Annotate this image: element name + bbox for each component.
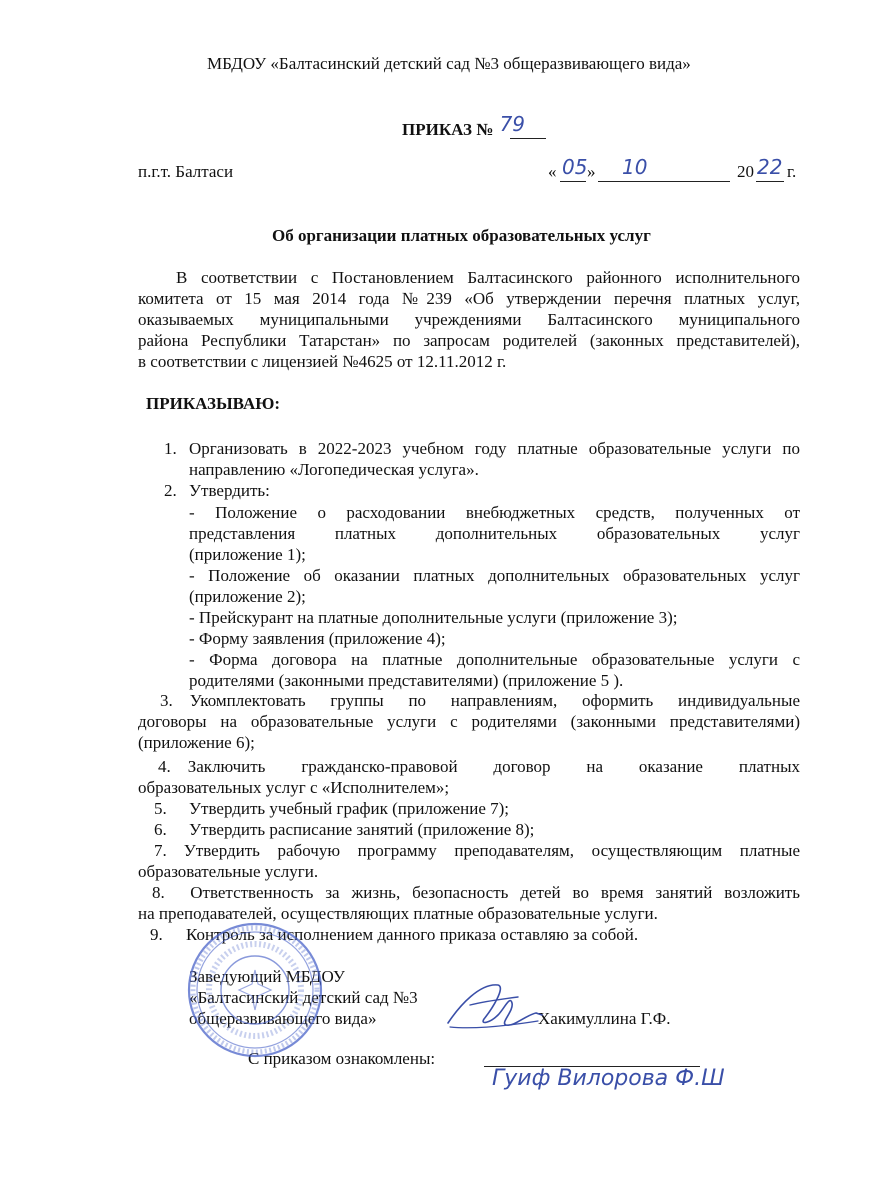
item-3-number: 3. — [160, 691, 173, 710]
sub-item-line: - Форму заявления (приложение 4); — [189, 629, 446, 648]
item-8 — [138, 882, 800, 924]
sub-item-line: (приложение 2); — [189, 587, 306, 606]
date-day-underline — [560, 181, 586, 182]
preamble-line: в соответствии с лицензией №4625 от 12.11.2012 г. — [138, 352, 507, 371]
item-5-text: Утвердить учебный график (приложение 7); — [189, 799, 510, 818]
organization-header: МБДОУ «Балтасинский детский сад №3 общеразвивающего вида» — [207, 54, 691, 73]
item-line: направлению «Логопедическая услуга». — [189, 460, 479, 479]
item-line-text: Утвердить рабочую программу преподавателям, осуществляющим платные — [183, 841, 800, 860]
item-line: (приложение 6); — [138, 733, 255, 752]
subject-title: Об организации платных образовательных услуг — [272, 226, 651, 245]
item-line — [138, 840, 800, 861]
preamble-line: района Республики Татарстан» по запросам родителей (законных представителей), — [138, 331, 800, 350]
item-1 — [189, 438, 800, 480]
signature-name: Хакимуллина Г.Ф. — [538, 1009, 671, 1028]
item-line: образовательных услуг с «Исполнителем»; — [138, 778, 450, 797]
place: п.г.т. Балтаси — [138, 162, 234, 181]
order-word: ПРИКАЗЫВАЮ: — [146, 394, 281, 413]
sub-item-line: - Прейскурант на платные дополнительные услуги (приложение 3); — [189, 608, 678, 627]
sub-item-line: (приложение 1); — [189, 545, 306, 564]
sub-item-line: родителями (законными представителями) (приложение 5 ). — [189, 671, 624, 690]
date-month-underline — [598, 181, 730, 182]
date-month: 10 — [622, 155, 648, 179]
date-year-prefix: 20 — [737, 162, 754, 181]
acquainted-label: С приказом ознакомлены: — [248, 1049, 436, 1068]
preamble-line: комитета от 15 мая 2014 года №239 «Об утверждении перечня платных услуг, — [138, 289, 800, 308]
item-2-sublist — [189, 502, 800, 691]
preamble-line: оказываемых муниципальными учреждениями Балтасинского муниципального — [138, 310, 800, 329]
acquainted-signature: Гуиф Вилорова Ф.Ш — [492, 1066, 725, 1091]
signature-position-line-1: Заведующий МБДОУ — [189, 967, 345, 986]
sub-item-line: представления платных дополнительных образовательных услуг — [189, 524, 800, 543]
date-year-unit: г. — [787, 162, 797, 181]
date-year-underline — [756, 181, 784, 182]
sub-item-line: - Положение об оказании платных дополнительных образовательных услуг — [189, 566, 800, 585]
order-number: 79 — [499, 112, 526, 136]
order-number-underline — [510, 138, 546, 139]
item-line: договоры на образовательные услуги с родителями (законными представителями) — [138, 712, 800, 731]
director-signature-image — [440, 975, 550, 1035]
item-line: образовательные услуги. — [138, 862, 319, 881]
item-6-number: 6. — [154, 820, 167, 839]
preamble — [138, 267, 800, 372]
sub-item-line: - Положение о расходовании внебюджетных средств, полученных от — [189, 503, 800, 522]
sub-item-line: - Форма договора на платные дополнительные образовательные услуги с — [189, 650, 800, 669]
order-title — [402, 112, 526, 140]
preamble-line: В соответствии с Постановлением Балтасинского районного исполнительного — [176, 268, 800, 287]
item-9-number: 9. — [150, 925, 163, 944]
item-line: на преподавателей, осуществляющих платные образовательные услуги. — [138, 904, 658, 923]
item-7 — [138, 840, 800, 882]
item-4-number: 4. — [158, 757, 171, 776]
item-line — [138, 756, 800, 777]
item-line: Организовать в 2022-2023 учебном году платные образовательные услуги по — [189, 439, 800, 458]
item-7-number: 7. — [154, 841, 167, 860]
item-line-text: Ответственность за жизнь, безопасность детей во время занятий возложить — [190, 883, 800, 902]
item-line — [138, 690, 800, 711]
item-5-number: 5. — [154, 799, 167, 818]
item-6-text: Утвердить расписание занятий (приложение 8); — [189, 820, 535, 839]
date-year-suffix: 22 — [757, 155, 783, 179]
item-9-text: Контроль за исполнением данного приказа оставляю за собой. — [186, 925, 639, 944]
signature-position-line-3: общеразвивающего вида» — [189, 1009, 377, 1028]
order-title-label: ПРИКАЗ № — [402, 120, 494, 139]
item-4 — [138, 756, 800, 798]
date-open-quote: « — [548, 162, 557, 181]
item-line-text: Укомплектовать группы по направлениям, оформить индивидуальные — [189, 691, 800, 710]
date-day: 05 — [562, 155, 588, 179]
item-8-number: 8. — [152, 883, 165, 902]
signature-position-line-2: «Балтасинский детский сад №3 — [189, 988, 418, 1007]
item-line-text: Заключить гражданско-правовой договор на оказание платных — [187, 757, 800, 776]
date-close-quote: » — [587, 162, 596, 181]
item-2-title: Утвердить: — [189, 481, 270, 500]
item-1-number: 1. — [164, 439, 177, 458]
item-line — [138, 882, 800, 903]
item-2-number: 2. — [164, 481, 177, 500]
organization-stamp — [185, 920, 325, 1060]
item-3 — [138, 690, 800, 753]
